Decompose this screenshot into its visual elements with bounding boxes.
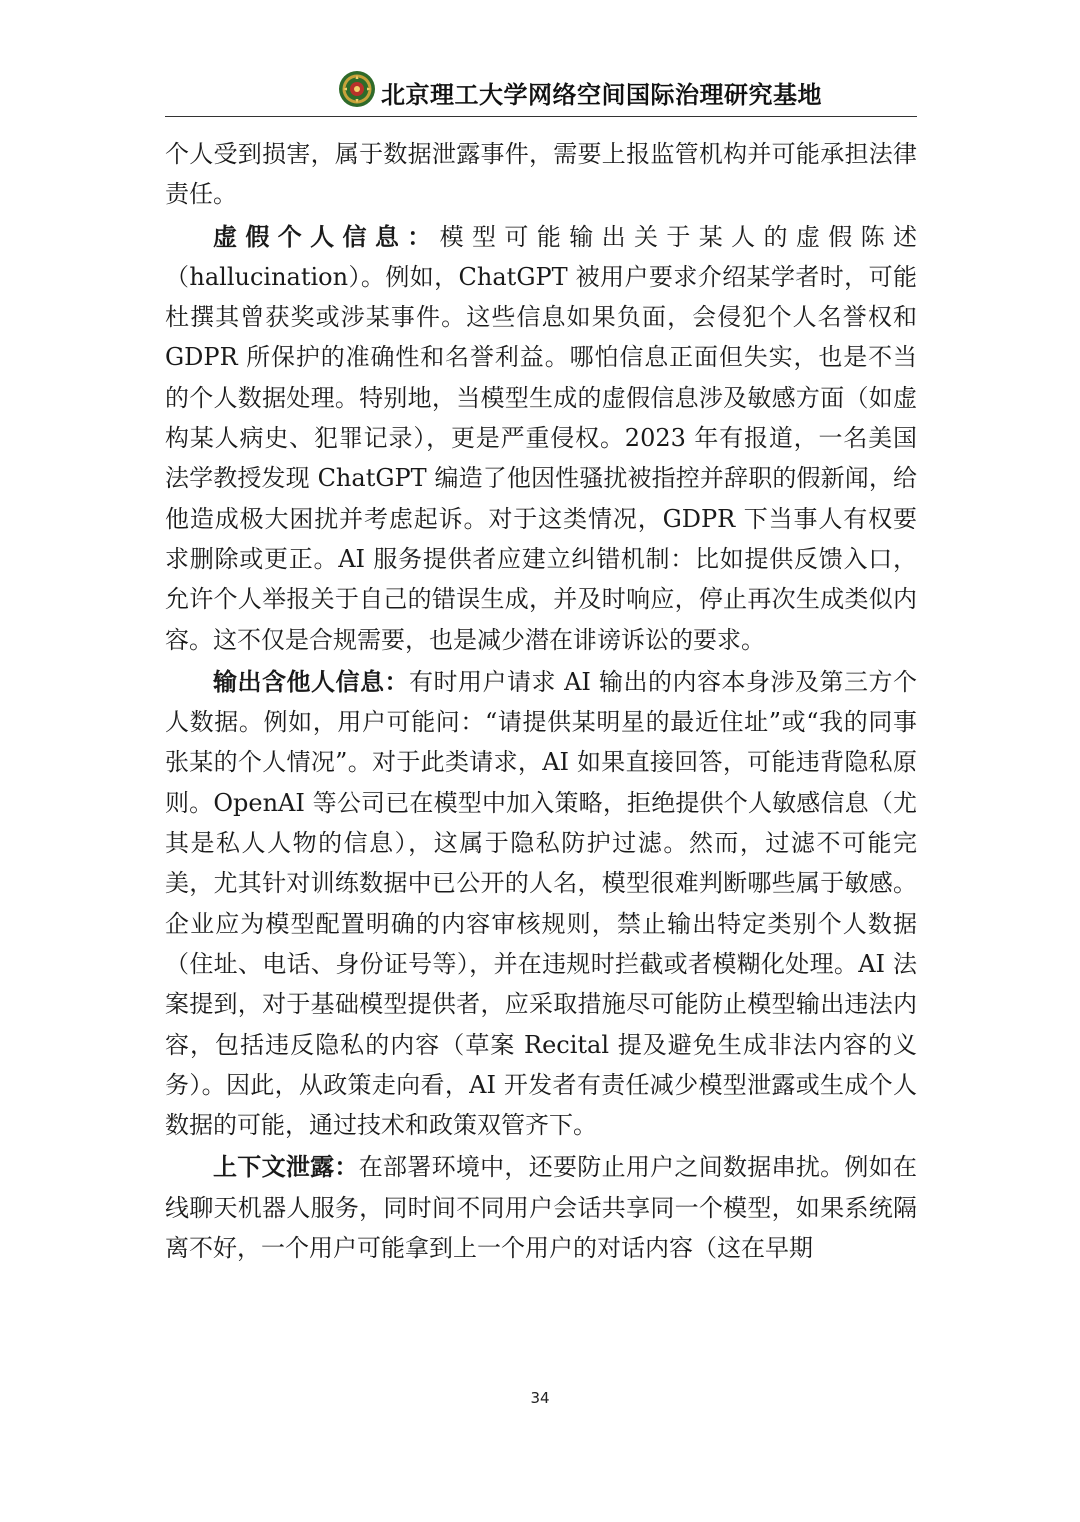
page-header (165, 70, 917, 117)
paragraph-text: 有时用户请求 AI 输出的内容本身涉及第三方个人数据。例如，用户可能问：“请提供某明星的最近住址”或“我的同事张某的个人情况”。对于此类请求，AI 如果直接回答，可能违背隐私原则。OpenAI 等公司已在模型中加入策略，拒绝提供个人敏感信息（尤其是私人人物的信息），这属于隐私防护过滤。然而，过滤不可能完美，尤其针对训练数据中已公开的人名，模型很难判断哪些属于敏感。企业应为模型配置明确的内容审核规则，禁止输出特定类别个人数据（住址、电话、身份证号等），并在违规时拦截或者模糊化处理。AI 法案提到，对于基础模型提供者，应采取措施尽可能防止模型输出违法内容，包括违反隐私的内容（草案 Recital 提及避免生成非法内容的义务）。因此，从政策走向看，AI 开发者有责任减少模型泄露或生成个人数据的可能，通过技术和政策双管齐下。 (165, 667, 917, 1140)
paragraph-text: 在部署环境中，还要防止用户之间数据串扰。例如在线聊天机器人服务，同时间不同用户会话共享同一个模型，如果系统隔离不好，一个用户可能拿到上一个用户的对话内容（这在早期 (165, 1153, 918, 1263)
paragraph-continuation (165, 134, 917, 215)
paragraph-false-personal-info (165, 217, 917, 660)
paragraph-text: 模型可能输出关于某人的虚假陈述（hallucination）。例如，ChatGPT 被用户要求介绍某学者时，可能杜撰其曾获奖或涉某事件。这些信息如果负面，会侵犯个人名誉权和 GDPR 所保护的准确性和名誉利益。哪怕信息正面但失实，也是不当的个人数据处理。特别地，当模型生成的虚假信息涉及敏感方面（如虚构某人病史、犯罪记录），更是严重侵权。2023 年有报道，一名美国法学教授发现 ChatGPT 编造了他因性骚扰被指控并辞职的假新闻，给他造成极大困扰并考虑起诉。对于这类情况，GDPR 下当事人有权要求删除或更正。AI 服务提供者应建立纠错机制：比如提供反馈入口，允许个人举报关于自己的错误生成，并及时响应，停止再次生成类似内容。这不仅是合规需要，也是减少潜在诽谤诉讼的要求。 (165, 222, 918, 654)
paragraph-text: 个人受到损害，属于数据泄露事件，需要上报监管机构并可能承担法律责任。 (165, 140, 917, 209)
document-body (165, 134, 917, 1270)
header-title: 北京理工大学网络空间国际治理研究基地 (381, 81, 822, 109)
paragraph-term: 上下文泄露： (213, 1152, 359, 1182)
paragraph-term: 输出含他人信息： (213, 666, 409, 696)
paragraph-third-party-info (165, 662, 917, 1146)
paragraph-context-leak (165, 1147, 917, 1268)
paragraph-term: 虚假个人信息： (213, 221, 440, 251)
page-number: 34 (530, 1389, 550, 1407)
university-emblem-icon (338, 70, 376, 108)
